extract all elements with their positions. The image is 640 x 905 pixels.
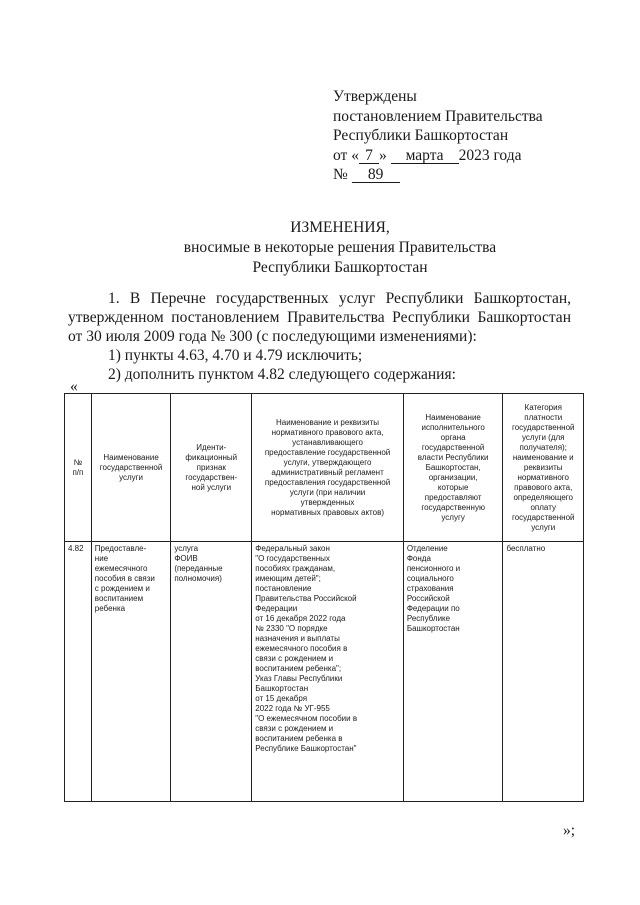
paragraph-line-1: 1. В Перечне государственных услуг Республики Башкортостан, [108,290,571,307]
approved-date [333,146,543,166]
body-paragraph [68,289,571,384]
approved-label: Утверждены [333,88,417,105]
header-service-name: Наименование государственной услуги [91,394,171,542]
cell-service-name: Предоставле- ние ежемесячного пособия в связи с рождением и воспитанием ребенка [91,542,171,802]
title-heading: ИЗМЕНЕНИЯ, [290,219,390,236]
table-row [65,542,584,802]
list-item-2: 2) дополнить пунктом 4.82 следующего содержания: [108,366,456,383]
title-subtitle-1: вносимые в некоторые решения Правительства [183,239,497,256]
document-title [0,218,640,278]
open-quote: « [70,378,78,395]
paragraph-line-3: от 30 июля 2009 года № 300 (с последующими изменениями): [68,328,477,345]
header-legal-act: Наименование и реквизиты нормативного правового акта, устанавливающего предоставление государственной услуги, утверждающего административный регламент предоставления государственной услуги (при наличии утвержденных нормативных правовых актов) [252,394,404,542]
header-number: № п/п [65,394,92,542]
paragraph-line-2: утвержденном постановлением Правительства Республики Башкортостан [68,309,571,326]
header-payment-category: Категория платности государственной услуги (для получателя); наименование и реквизиты нормативного правового акта, определяющего оплату государственной услуги [503,394,584,542]
cell-legal-act: Федеральный закон "О государственных пособиях гражданам, имеющим детей"; постановление Правительства Российской Федерации от 16 декабря 2022 года № 2330 "О порядке назначения и выплаты ежемесячного пособия в связи с рождением и воспитанием ребенка"; Указ Главы Республики Башкортостан от 15 декабря 2022 года № УГ-955 "О ежемесячном пособии в связи с рождением и воспитанием ребенка в Республике Башкортостан" [252,542,404,802]
cell-number: 4.82 [65,542,92,802]
header-authority: Наименование исполнительного органа государственной власти Республики Башкортостан, организации, которые предоставляют государственную услугу [403,394,503,542]
close-quote: »; [563,822,576,839]
approved-government: Республики Башкортостан [333,127,509,144]
date-prefix: от « [333,146,359,164]
number-prefix: № [333,166,348,183]
date-month: марта [391,148,459,164]
number-value: 89 [352,167,400,183]
title-subtitle-2: Республики Башкортостан [252,259,428,276]
header-identifier: Иденти- фикационный признак государствен- ной услуги [171,394,252,542]
approval-stamp [333,87,543,185]
cell-identifier: услуга ФОИВ (переданные полномочия) [171,542,252,802]
approved-number [333,165,543,185]
table-header-row [65,394,584,542]
services-table [64,393,584,802]
cell-payment: бесплатно [503,542,584,802]
cell-authority: Отделение Фонда пенсионного и социального страхования Российской Федерации по Республике Башкортостан [403,542,503,802]
date-mid: » [378,146,387,164]
date-day: 7 [359,148,379,164]
date-year: 2023 года [458,146,522,164]
list-item-1: 1) пункты 4.63, 4.70 и 4.79 исключить; [108,347,363,364]
approved-by-resolution: постановлением Правительства [333,107,543,125]
